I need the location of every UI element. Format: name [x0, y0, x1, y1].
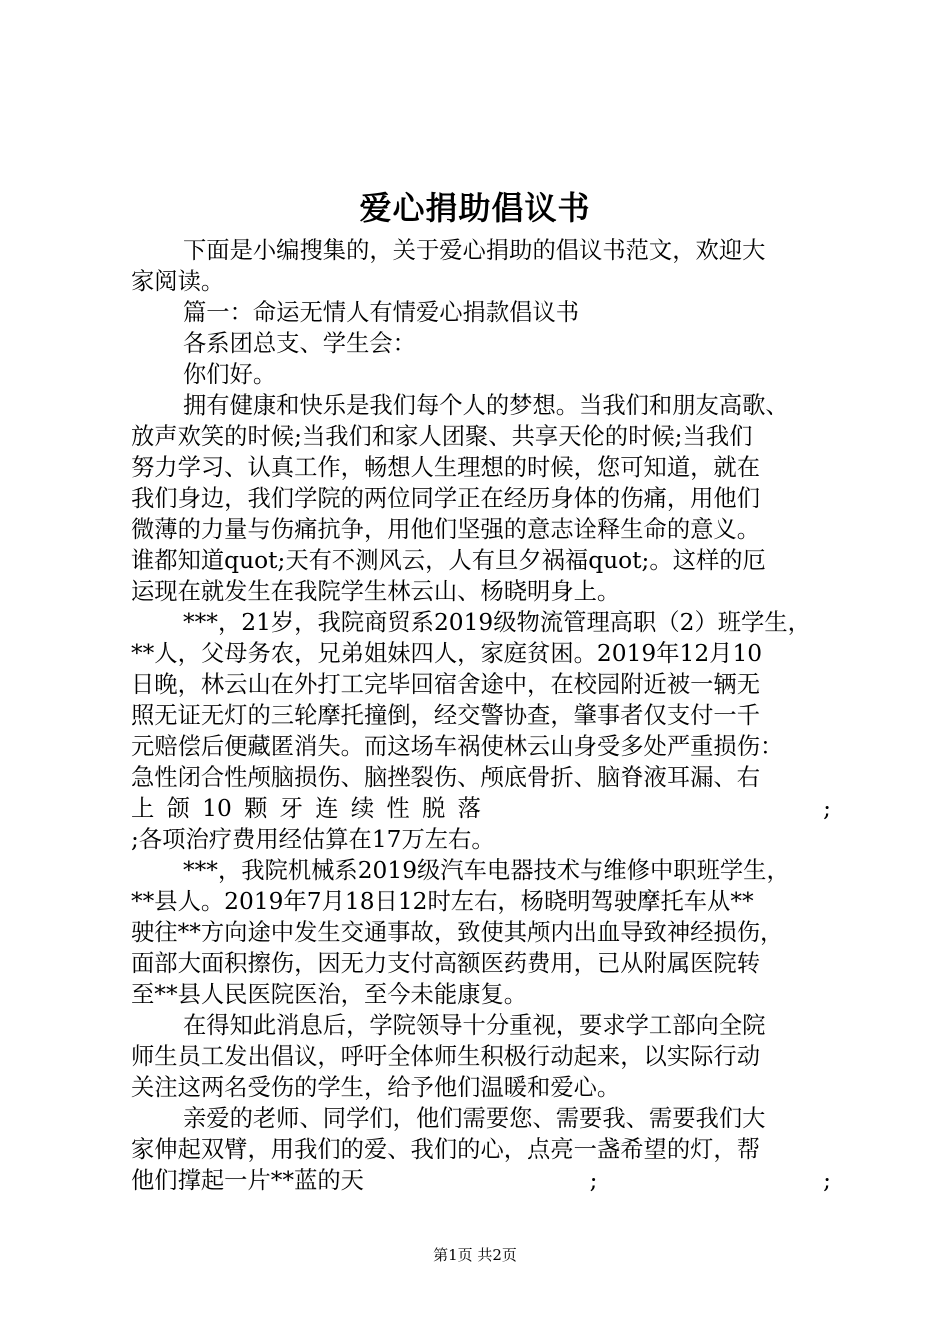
- paragraph-line: 你们好。: [183, 361, 277, 388]
- paragraph-line: 篇一：命运无情人有情爱心捐款倡议书: [183, 299, 580, 326]
- paragraph-line: 元赔偿后便藏匿消失。而这场车祸使林云山身受多处严重损伤：: [131, 733, 784, 760]
- spread-token: 落: [457, 795, 481, 822]
- paragraph-line: 日晚，林云山在外打工完毕回宿舍途中，在校园附近被一辆无: [131, 671, 761, 698]
- paragraph-line: 关注这两名受伤的学生，给予他们温暖和爱心。: [131, 1074, 621, 1101]
- paragraph-line: 下面是小编搜集的，关于爱心捐助的倡议书范文，欢迎大: [183, 237, 766, 264]
- paragraph-line: 至**县人民医院医治，至今未能康复。: [131, 981, 528, 1008]
- paragraph-line: 谁都知道quot;天有不测风云，人有旦夕祸福quot;。这样的厄: [131, 547, 766, 574]
- paragraph-line: 各系团总支、学生会：: [183, 330, 416, 357]
- paragraph-line: 面部大面积擦伤，因无力支付高额医药费用，已从附属医院转: [131, 950, 761, 977]
- spread-token: 性: [386, 795, 410, 822]
- paragraph-line: 运现在就发生在我院学生林云山、杨晓明身上。: [131, 578, 621, 605]
- paragraph-line: **县人。2019年7月18日12时左右，杨晓明驾驶摩托车从**: [131, 888, 754, 915]
- paragraph-line: 亲爱的老师、同学们，他们需要您、需要我、需要我们大: [183, 1105, 766, 1132]
- spread-token: 续: [350, 795, 375, 822]
- paragraph-line: 拥有健康和快乐是我们每个人的梦想。当我们和朋友高歌、: [183, 392, 789, 419]
- spread-token: 他们撑起一片**蓝的天: [131, 1167, 364, 1194]
- paragraph-line: 家阅读。: [131, 268, 225, 295]
- paragraph-line: 在得知此消息后，学院领导十分重视，要求学工部向全院: [183, 1012, 766, 1039]
- page-footer: 第1页 共2页: [433, 1246, 517, 1264]
- document-title: 爱心捐助倡议书: [359, 189, 591, 227]
- spread-line: [131, 1165, 831, 1196]
- paragraph-line: 师生员工发出倡议，呼吁全体师生积极行动起来，以实际行动: [131, 1043, 761, 1070]
- paragraph-line: ***，21岁，我院商贸系2019级物流管理高职（2）班学生，: [183, 609, 811, 636]
- spread-token: 上: [131, 795, 155, 822]
- spread-token: 颌: [166, 795, 190, 822]
- paragraph-line: **人，父母务农，兄弟姐妹四人，家庭贫困。2019年12月10: [131, 640, 763, 667]
- spread-token: 脱: [421, 795, 446, 822]
- spread-token: ;: [589, 1167, 598, 1194]
- paragraph-line: ***，我院机械系2019级汽车电器技术与维修中职班学生，: [183, 857, 790, 884]
- spread-line: [131, 793, 831, 824]
- paragraph-line: 家伸起双臂，用我们的爱、我们的心，点亮一盏希望的灯，帮: [131, 1136, 761, 1163]
- paragraph-line: 我们身边，我们学院的两位同学正在经历身体的伤痛，用他们: [131, 485, 761, 512]
- spread-token: 10: [202, 795, 232, 822]
- paragraph-line: 微薄的力量与伤痛抗争，用他们坚强的意志诠释生命的意义。: [131, 516, 761, 543]
- spread-token: ;: [823, 795, 831, 822]
- document-body: [131, 235, 831, 1196]
- paragraph-line: 放声欢笑的时候;当我们和家人团聚、共享天伦的时候;当我们: [131, 423, 753, 450]
- paragraph-line: ;各项治疗费用经估算在17万左右。: [131, 826, 495, 853]
- spread-token: 牙: [279, 795, 303, 822]
- paragraph-line: 照无证无灯的三轮摩托撞倒，经交警协查，肇事者仅支付一千: [131, 702, 761, 729]
- paragraph-line: 努力学习、认真工作，畅想人生理想的时候，您可知道，就在: [131, 454, 761, 481]
- paragraph-line: 急性闭合性颅脑损伤、脑挫裂伤、颅底骨折、脑脊液耳漏、右: [131, 764, 761, 791]
- spread-token: ;: [823, 1167, 831, 1194]
- spread-token: 连: [315, 795, 339, 822]
- paragraph-line: 驶往**方向途中发生交通事故，致使其颅内出血导致神经损伤，: [131, 919, 784, 946]
- spread-token: 颗: [244, 795, 268, 822]
